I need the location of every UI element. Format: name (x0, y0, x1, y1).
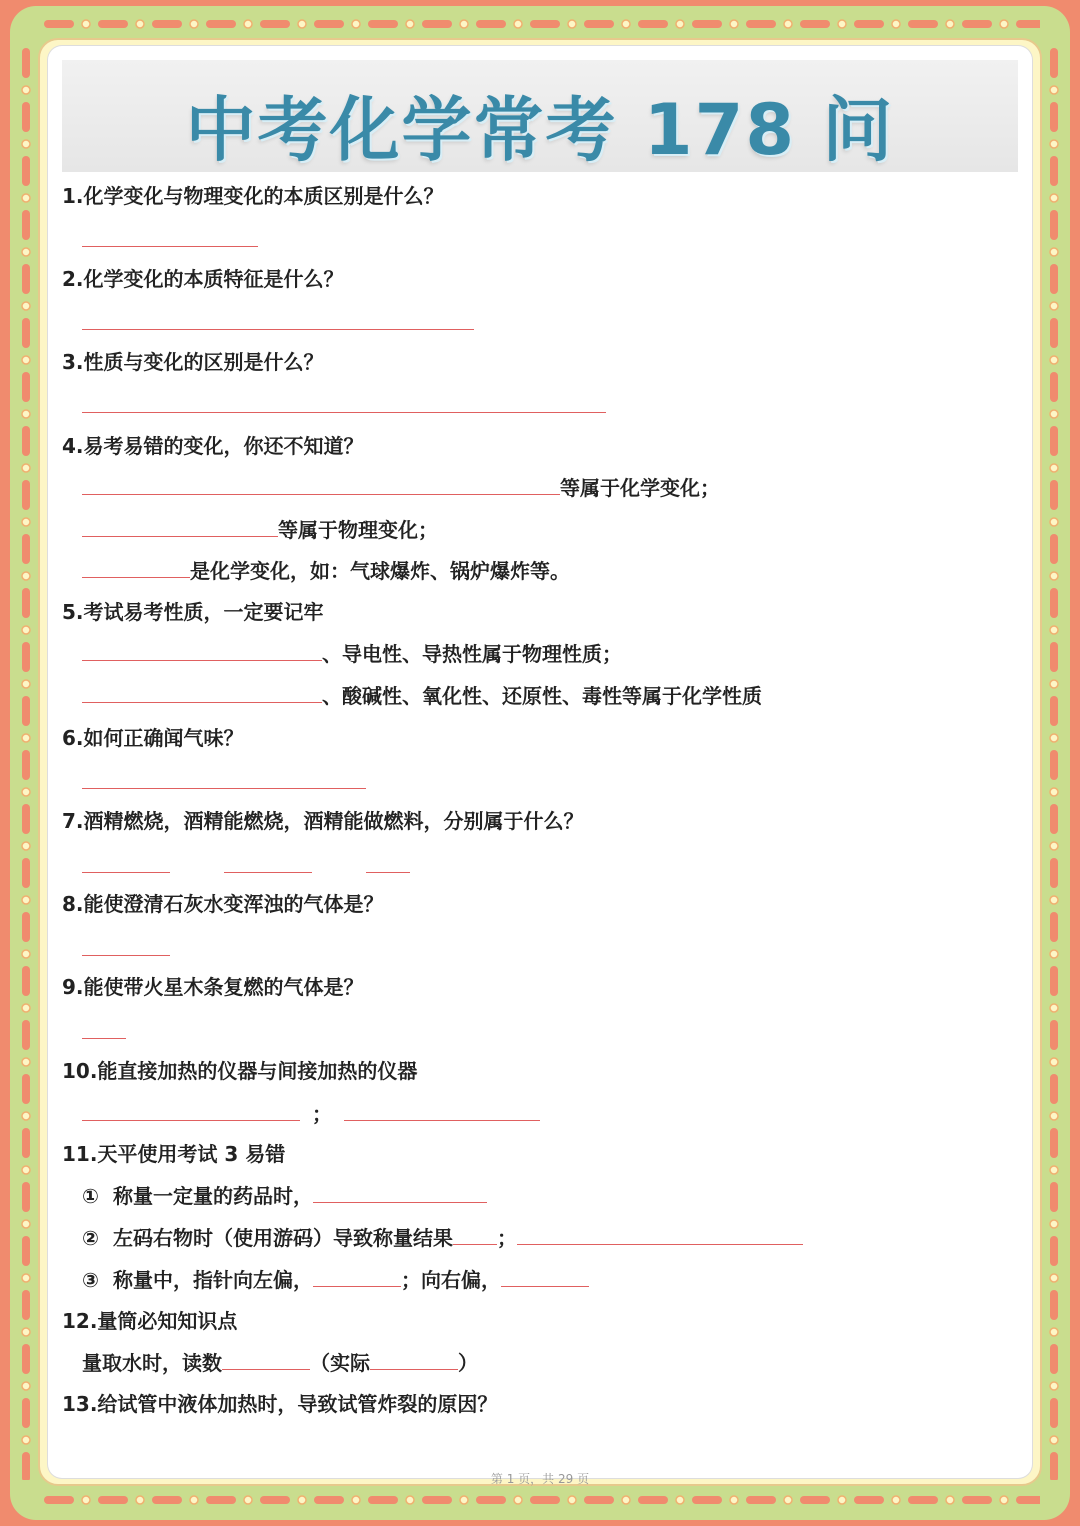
question-10-line: ； (82, 1100, 540, 1128)
answer-line-6[interactable] (82, 768, 366, 796)
blank[interactable] (313, 1182, 487, 1203)
question-12-line: 量取水时，读数 （实际 ） (82, 1351, 478, 1375)
question-6: 6.如何正确闻气味？ (62, 726, 244, 750)
blank[interactable] (453, 1224, 497, 1245)
worksheet-paper (48, 46, 1032, 1478)
answer-line-9[interactable] (82, 1018, 126, 1046)
blank[interactable] (82, 852, 170, 873)
question-7: 7.酒精燃烧，酒精能燃烧，酒精能做燃料，分别属于什么？ (62, 809, 584, 833)
question-10: 10.能直接加热的仪器与间接加热的仪器 (62, 1059, 418, 1083)
blank[interactable] (82, 682, 322, 703)
question-1: 1.化学变化与物理变化的本质区别是什么？ (62, 184, 444, 208)
blank[interactable] (82, 516, 278, 537)
question-5-line-2: 、酸碱性、氧化性、还原性、毒性等属于化学性质 (82, 682, 762, 710)
question-4: 4.易考易错的变化，你还不知道？ (62, 434, 364, 458)
question-4-line-3: 是化学变化，如：气球爆炸、锅炉爆炸等。 (82, 557, 570, 585)
question-11-line-a: ① 称量一定量的药品时， (82, 1182, 487, 1210)
blank[interactable] (501, 1266, 589, 1287)
question-5: 5.考试易考性质，一定要记牢 (62, 600, 324, 624)
question-12: 12.量筒必知知识点 (62, 1309, 238, 1333)
question-11-line-c: ③ 称量中，指针向左偏， ；向右偏， (82, 1266, 589, 1294)
page-footer: 第 1 页，共 29 页 (490, 1472, 590, 1486)
question-4-line-2: 等属于物理变化； (82, 516, 438, 544)
blank[interactable] (82, 1100, 300, 1121)
question-4-line-1: 等属于化学变化； (82, 474, 720, 502)
blank[interactable] (222, 1349, 310, 1370)
blank[interactable] (313, 1266, 401, 1287)
question-2: 2.化学变化的本质特征是什么？ (62, 267, 344, 291)
blank[interactable] (82, 557, 190, 578)
top-border-decoration (40, 14, 1040, 34)
blank[interactable] (224, 852, 312, 873)
blank[interactable] (82, 640, 322, 661)
question-11: 11.天平使用考试 3 易错 (62, 1142, 286, 1166)
question-8: 8.能使澄清石灰水变浑浊的气体是？ (62, 892, 384, 916)
left-border-decoration (16, 44, 36, 1480)
right-border-decoration (1044, 44, 1064, 1480)
blank[interactable] (344, 1100, 540, 1121)
question-9: 9.能使带火星木条复燃的气体是？ (62, 975, 364, 999)
page-title: 中考化学常考 178 问 (185, 89, 895, 171)
bottom-border-decoration (40, 1490, 1040, 1510)
question-3: 3.性质与变化的区别是什么？ (62, 350, 324, 374)
blank[interactable] (366, 852, 410, 873)
answer-line-8[interactable] (82, 935, 170, 963)
answer-line-2[interactable] (82, 309, 474, 337)
blank[interactable] (82, 474, 560, 495)
blank[interactable] (370, 1349, 458, 1370)
question-13: 13.给试管中液体加热时，导致试管炸裂的原因？ (62, 1392, 498, 1416)
blank[interactable] (517, 1224, 803, 1245)
answer-line-7 (82, 852, 410, 880)
answer-line-3[interactable] (82, 392, 606, 420)
question-5-line-1: 、导电性、导热性属于物理性质； (82, 640, 622, 668)
answer-line-1[interactable] (82, 226, 258, 254)
question-11-line-b: ② 左码右物时（使用游码）导致称量结果 ； (82, 1224, 803, 1252)
